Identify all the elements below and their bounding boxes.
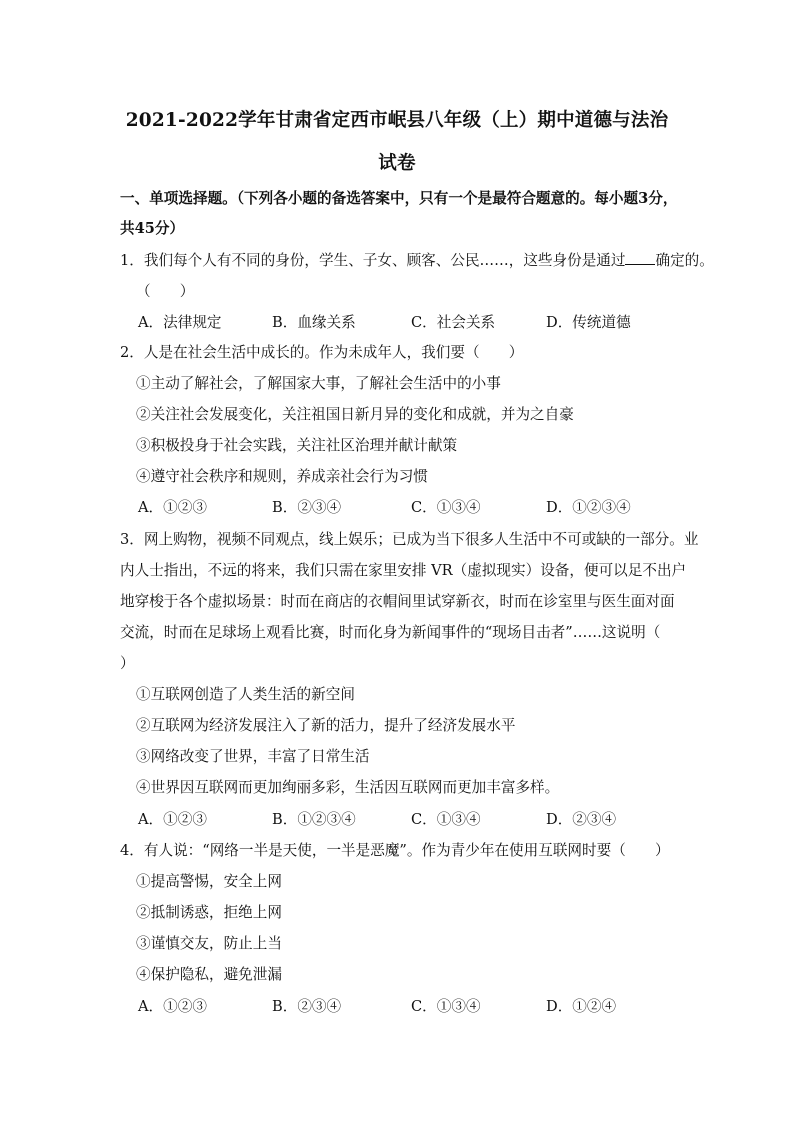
question-4-item-2: ②抵制诱惑，拒绝上网 [136,904,282,921]
question-2-stem: 2．人是在社会生活中成长的。作为未成年人，我们要（ ） [120,344,524,361]
question-3-item-2: ②互联网为经济发展注入了新的活力，提升了经济发展水平 [136,717,516,734]
question-2-option-d: D．①②③④ [546,499,631,516]
question-3-option-b: B．①②③④ [272,811,356,828]
question-4-item-4: ④保护隐私，避免泄漏 [136,966,282,983]
question-1-option-a: A．法律规定 [138,314,222,331]
question-3-item-3: ③网络改变了世界，丰富了日常生活 [136,748,370,765]
question-4-option-b: B．②③④ [272,998,342,1015]
section-heading-line-1: 一、单项选择题。（下列各小题的备选答案中，只有一个是最符合题意的。每小题3分， [120,190,678,207]
question-1-stem [120,249,714,270]
question-4-option-a: A．①②③ [138,998,207,1015]
question-3-option-d: D．②③④ [546,811,617,828]
question-1-bracket: （ ） [136,283,195,300]
question-3-stem-line-1: 3．网上购物，视频不同观点，线上娱乐；已成为当下很多人生活中不可或缺的一部分。业 [120,531,699,548]
question-2-item-2: ②关注社会发展变化，关注祖国日新月异的变化和成就，并为之自豪 [136,406,574,423]
question-1-option-d: D．传统道德 [546,314,631,331]
question-2-option-c: C．①③④ [411,499,481,516]
question-1-option-b: B．血缘关系 [272,314,356,331]
question-3-item-4: ④世界因互联网而更加绚丽多彩，生活因互联网而更加丰富多样。 [136,779,560,796]
question-3-stem-line-2: 内人士指出，不远的将来，我们只需在家里安排 VR（虚拟现实）设备，便可以足不出户 [120,562,687,579]
question-4-stem: 4．有人说：“网络一半是天使，一半是恶魔”。作为青少年在使用互联网时要（ ） [120,842,670,859]
question-4-item-1: ①提高警惕，安全上网 [136,873,282,890]
question-3-option-a: A．①②③ [138,811,207,828]
question-4-option-c: C．①③④ [411,998,481,1015]
exam-title-line-2: 试卷 [378,153,416,174]
question-2-option-a: A．①②③ [138,499,207,516]
question-1-stem-part-b: 确定的。 [655,252,714,269]
exam-title-line-1: 2021-2022学年甘肃省定西市岷县八年级（上）期中道德与法治 [125,110,669,131]
question-3-stem-line-5: ） [120,655,135,672]
question-2-option-b: B．②③④ [272,499,342,516]
question-2-item-1: ①主动了解社会，了解国家大事，了解社会生活中的小事 [136,375,501,392]
question-3-stem-line-3: 地穿梭于各个虚拟场景：时而在商店的衣帽间里试穿新衣，时而在诊室里与医生面对面 [120,593,675,610]
question-3-option-c: C．①③④ [411,811,481,828]
question-2-item-4: ④遵守社会秩序和规则，养成亲社会行为习惯 [136,468,428,485]
question-1-option-c: C．社会关系 [411,314,496,331]
section-heading-line-2: 共45分） [120,220,185,237]
question-1-stem-part-a: 1．我们每个人有不同的身份，学生、子女、顾客、公民……，这些身份是通过 [120,252,626,269]
question-4-option-d: D．①②④ [546,998,617,1015]
question-4-item-3: ③谨慎交友，防止上当 [136,935,282,952]
question-2-item-3: ③积极投身于社会实践，关注社区治理并献计献策 [136,437,458,454]
question-3-item-1: ①互联网创造了人类生活的新空间 [136,686,355,703]
answer-blank [625,252,655,265]
question-3-stem-line-4: 交流，时而在足球场上观看比赛，时而化身为新闻事件的“现场目击者”……这说明（ [120,624,661,641]
